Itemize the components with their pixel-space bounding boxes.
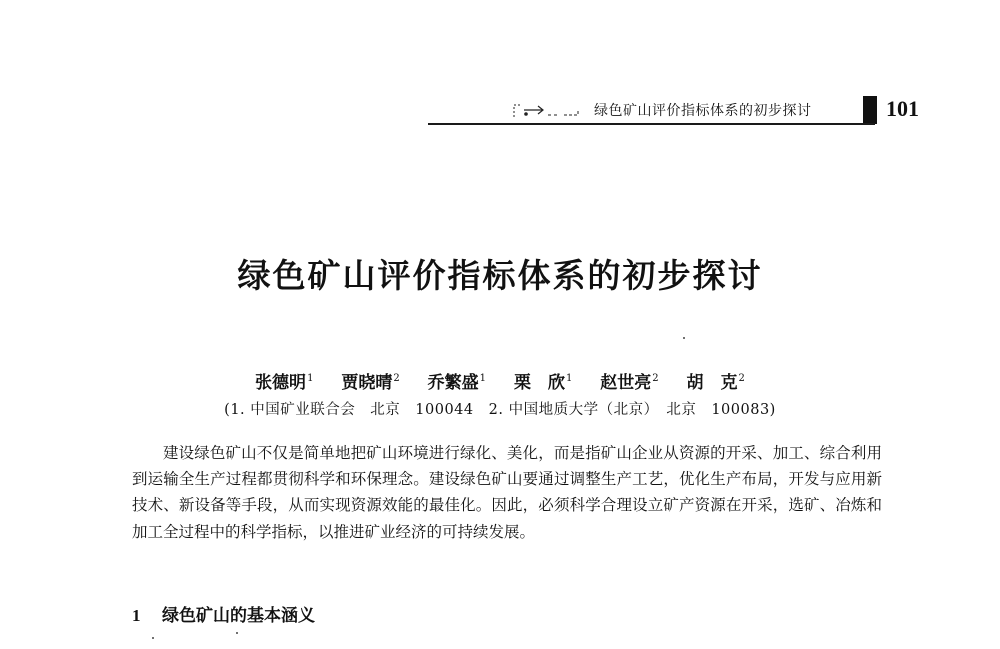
- author-list: [0, 368, 1000, 393]
- affiliations: (1. 中国矿业联合会 北京 100044 2. 中国地质大学（北京） 北京 100083): [224, 402, 776, 418]
- author-affiliation-mark: 1: [307, 373, 314, 385]
- section-title: 绿色矿山的基本涵义: [162, 606, 315, 626]
- section-number: 1: [132, 606, 141, 625]
- page-number: 101: [886, 96, 919, 121]
- author: [341, 368, 399, 393]
- scan-speck: [152, 637, 154, 639]
- author-affiliation-mark: 2: [393, 373, 400, 385]
- header-ornament-icon: [512, 101, 586, 119]
- author-name: 张德明: [255, 373, 307, 393]
- scan-speck: [236, 632, 238, 634]
- author: [255, 368, 313, 393]
- author: [600, 368, 658, 393]
- author-name: 栗 欣: [513, 373, 565, 393]
- author: [687, 368, 745, 393]
- author-affiliation-mark: 1: [565, 373, 573, 385]
- section-heading: [132, 601, 315, 626]
- running-header: [428, 96, 919, 126]
- paper-title: 绿色矿山评价指标体系的初步探讨: [237, 256, 763, 295]
- abstract-paragraph: 建设绿色矿山不仅是简单地把矿山环境进行绿化、美化，而是指矿山企业从资源的开采、加工、综合利用到运输全生产过程都贯彻科学和环保理念。建设绿色矿山要通过调整生产工艺，优化生产布局，开发与应用新技术、新设备等手段，从而实现资源效能的最佳化。因此，必须科学合理设立矿产资源在开采，选矿、冶炼和加工全过程中的科学指标，以推进矿业经济的可持续发展。: [132, 444, 882, 541]
- author-affiliation-mark: 1: [479, 373, 487, 385]
- author-affiliation-mark: 2: [738, 373, 745, 385]
- author-name: 赵世亮: [600, 373, 652, 393]
- author: [514, 368, 572, 393]
- author-name: 乔繁盛: [427, 373, 479, 393]
- scan-speck: [683, 337, 685, 339]
- author: [428, 368, 486, 393]
- header-black-block: [863, 96, 877, 124]
- author-name: 贾晓晴: [341, 373, 393, 393]
- author-name: 胡 克: [686, 373, 738, 393]
- author-affiliation-mark: 2: [652, 373, 659, 385]
- running-header-title: 绿色矿山评价指标体系的初步探讨: [594, 103, 812, 119]
- header-rule: [428, 123, 875, 125]
